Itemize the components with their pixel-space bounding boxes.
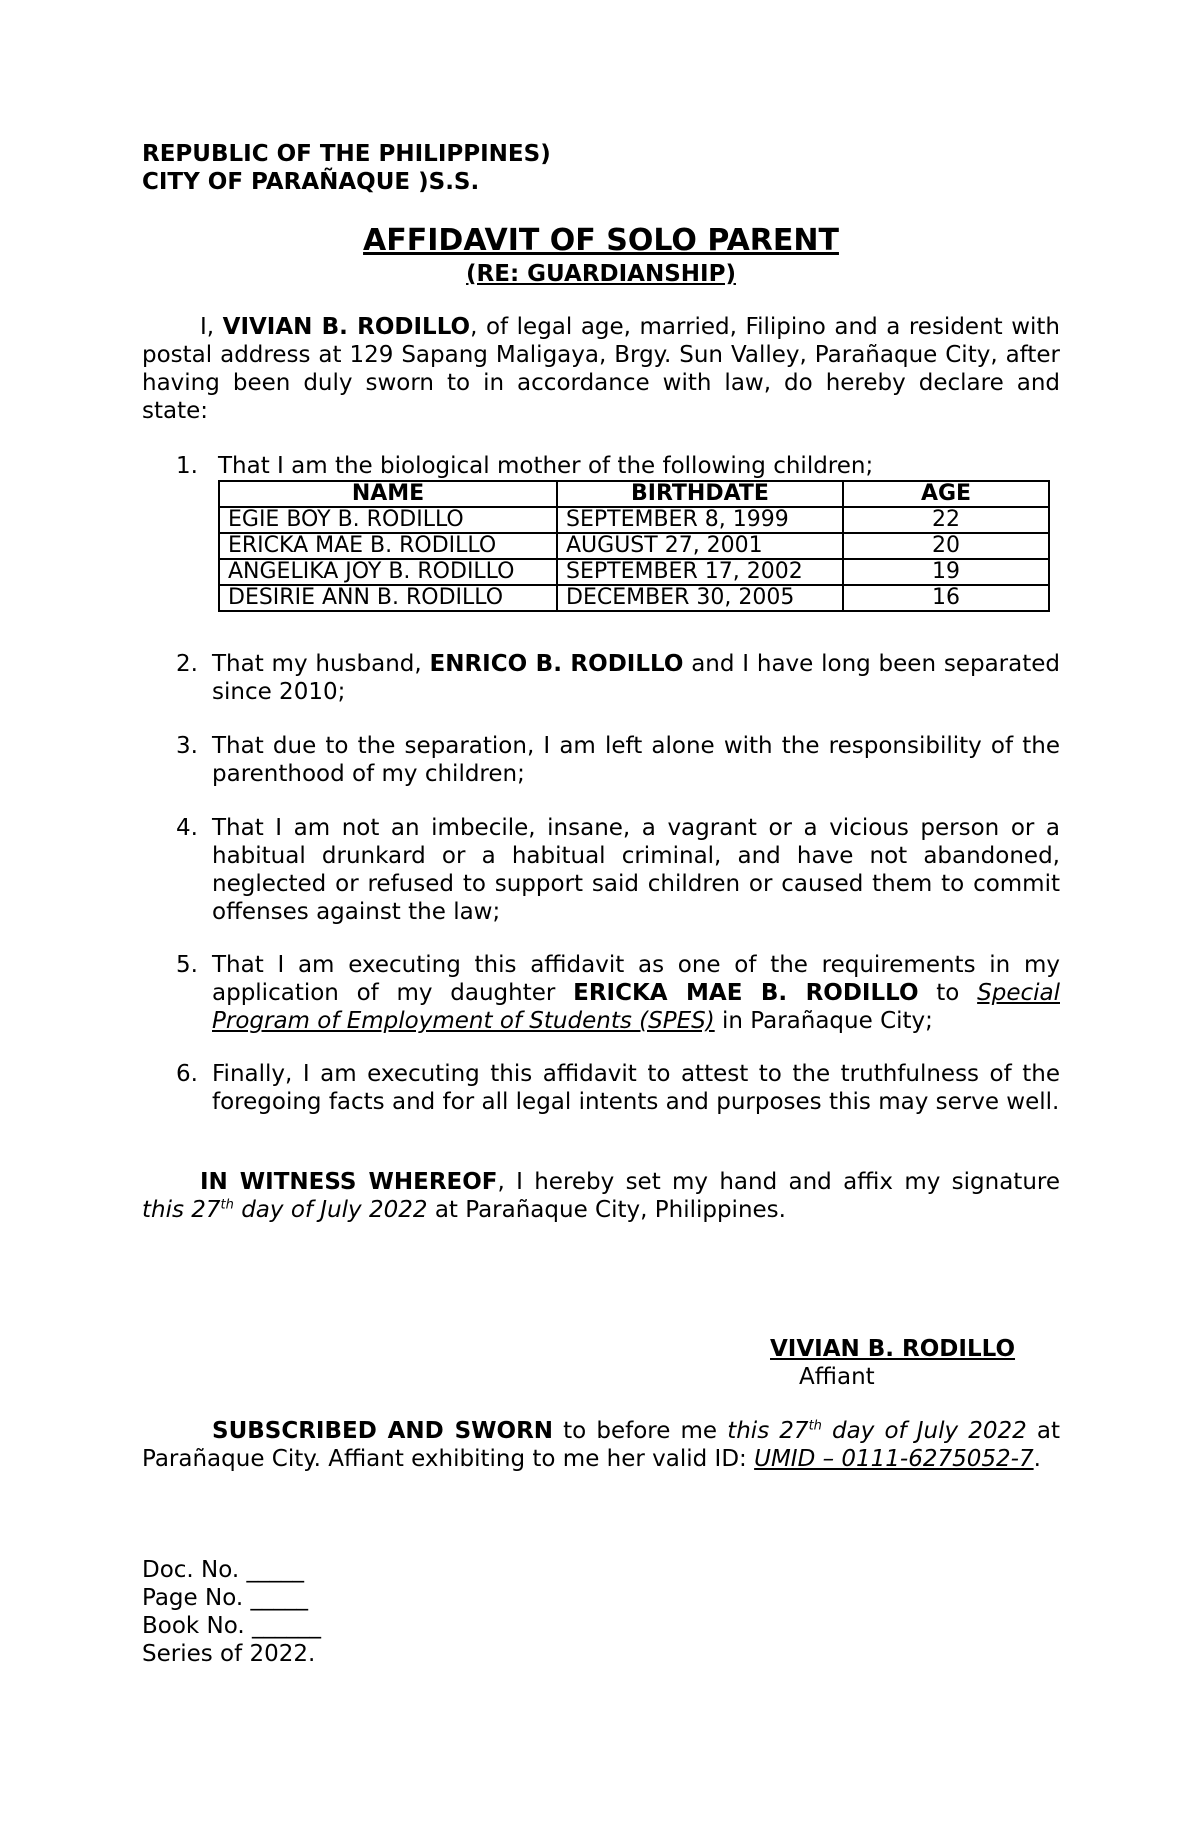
item-number: 2. <box>176 651 198 677</box>
jurat-date-post: day of July 2022 <box>821 1418 1027 1444</box>
caption-line-1: REPUBLIC OF THE PHILIPPINES) <box>142 141 551 167</box>
table-row <box>219 507 1049 533</box>
item-text <box>212 650 1060 706</box>
jurat-date-sup: th <box>808 1418 822 1434</box>
item-text-mid: to <box>918 980 978 1006</box>
program-name: Special Program of Employment of Students (SPES) <box>212 980 1060 1034</box>
book-number: Book No. ______ <box>142 1613 322 1639</box>
witness-text-1: , I hereby set my hand and affix my signature <box>497 1169 1060 1195</box>
item-text: That due to the separation, I am left alone with the responsibility of the parenthood of my children; <box>212 733 1060 787</box>
affiant-signature-name: VIVIAN B. RODILLO <box>770 1336 1016 1362</box>
item-number: 1. <box>176 453 198 479</box>
cell-name: ANGELIKA JOY B. RODILLO <box>219 559 557 585</box>
witness-date-sup: th <box>220 1197 234 1213</box>
doc-number: Doc. No. _____ <box>142 1557 305 1583</box>
jurat-end: . <box>1033 1446 1041 1472</box>
item-text-post: and I have long been separated since 2010; <box>212 651 1060 705</box>
venue-caption <box>142 140 551 196</box>
cell-birthdate: AUGUST 27, 2001 <box>557 533 843 559</box>
cell-birthdate: DECEMBER 30, 2005 <box>557 585 843 611</box>
item-text: Finally, I am executing this affidavit to attest to the truthfulness of the foregoing facts and for all legal intents and purposes this may serve well. <box>212 1061 1060 1115</box>
item-number: 6. <box>176 1061 198 1087</box>
table-row <box>219 533 1049 559</box>
jurat-text-2: at Parañaque City. Affiant exhibiting to me her valid ID: <box>142 1418 1060 1472</box>
notarial-register <box>142 1556 321 1668</box>
cell-age: 22 <box>843 507 1049 533</box>
table-row <box>219 559 1049 585</box>
witness-heading: IN WITNESS WHEREOF <box>200 1169 498 1195</box>
series-year: Series of 2022. <box>142 1641 316 1667</box>
daughter-name: ERICKA MAE B. RODILLO <box>573 980 919 1006</box>
cell-name: DESIRIE ANN B. RODILLO <box>219 585 557 611</box>
cell-age: 20 <box>843 533 1049 559</box>
intro-prefix: I, <box>200 314 223 340</box>
cell-age: 16 <box>843 585 1049 611</box>
header-age: AGE <box>843 481 1049 507</box>
item-text <box>212 951 1060 1035</box>
jurat-date <box>727 1418 1027 1444</box>
item-text: That I am the biological mother of the following children; <box>218 453 874 479</box>
children-table <box>218 480 1050 612</box>
witness-text-2: at Parañaque City, Philippines. <box>427 1197 786 1223</box>
intro-paragraph <box>142 313 1060 425</box>
witness-date <box>142 1197 428 1223</box>
item-number: 5. <box>176 952 198 978</box>
witness-date-post: day of July 2022 <box>233 1197 428 1223</box>
table-row <box>219 585 1049 611</box>
husband-name: ENRICO B. RODILLO <box>429 651 684 677</box>
affiant-role: Affiant <box>799 1364 875 1390</box>
cell-name: EGIE BOY B. RODILLO <box>219 507 557 533</box>
witness-date-pre: this 27 <box>142 1197 221 1223</box>
item-number: 4. <box>176 815 198 841</box>
header-name: NAME <box>219 481 557 507</box>
item-text-pre: That I am executing this affidavit as one of the requirements in my application of my daughter <box>212 952 1060 1006</box>
cell-age: 19 <box>843 559 1049 585</box>
cell-name: ERICKA MAE B. RODILLO <box>219 533 557 559</box>
jurat-heading: SUBSCRIBED AND SWORN <box>212 1418 554 1444</box>
valid-id: UMID – 0111-6275052-7 <box>754 1446 1034 1472</box>
table-header-row <box>219 481 1049 507</box>
cell-birthdate: SEPTEMBER 17, 2002 <box>557 559 843 585</box>
jurat-date-pre: this 27 <box>727 1418 809 1444</box>
page-number: Page No. _____ <box>142 1585 308 1611</box>
document-subtitle: (RE: GUARDIANSHIP) <box>466 261 736 287</box>
jurat-paragraph <box>142 1417 1060 1473</box>
document-title: AFFIDAVIT OF SOLO PARENT <box>363 223 839 258</box>
cell-birthdate: SEPTEMBER 8, 1999 <box>557 507 843 533</box>
item-text-pre: That my husband, <box>212 651 430 677</box>
caption-line-2: CITY OF PARAÑAQUE )S.S. <box>142 169 480 195</box>
header-birthdate: BIRTHDATE <box>557 481 843 507</box>
jurat-text-1: to before me <box>553 1418 728 1444</box>
item-text-post: in Parañaque City; <box>714 1008 933 1034</box>
intro-rest: , of legal age, married, Filipino and a resident with postal address at 129 Sapang Maligaya, Brgy. Sun Valley, Parañaque City, after having been duly sworn to in accordance with law, do hereby declare and state: <box>142 314 1060 424</box>
witness-paragraph <box>142 1168 1060 1224</box>
item-text: That I am not an imbecile, insane, a vagrant or a vicious person or a habitual drunkard or a habitual criminal, and have not abandoned, neglected or refused to support said children or caused them to commit offenses against the law; <box>212 815 1060 925</box>
item-number: 3. <box>176 733 198 759</box>
affiant-name-inline: VIVIAN B. RODILLO <box>222 314 471 340</box>
